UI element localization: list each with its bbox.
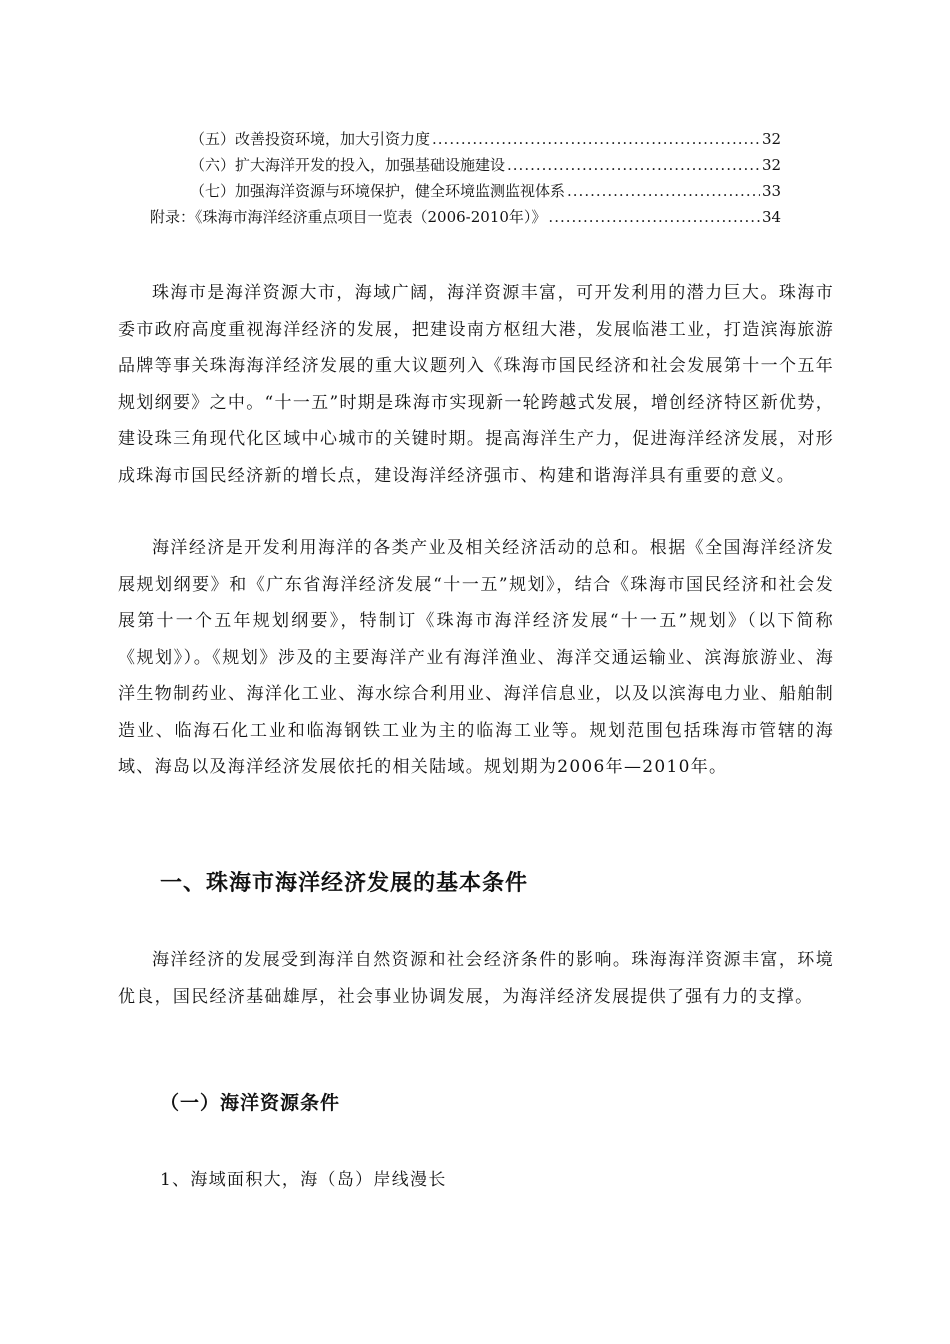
toc-entry-page: 32 [762,130,782,148]
toc-entry-title: （六）扩大海洋开发的投入，加强基础设施建设 [190,156,506,174]
toc-entry-title: 附录：《珠海市海洋经济重点项目一览表（2006-2010年）》 [150,208,547,226]
intro-paragraph-2: 海洋经济是开发利用海洋的各类产业及相关经济活动的总和。根据《全国海洋经济发展规划纲要》和《广东省海洋经济发展“十一五”规划》，结合《珠海市国民经济和社会发展第十一个五年规划纲要》，特制订《珠海市海洋经济发展“十一五”规划》（以下简称《规划》）。《规划》涉及的主要海洋产业有海洋渔业、海洋交通运输业、滨海旅游业、海洋生物制药业、海洋化工业、海水综合利用业、海洋信息业，以及以滨海电力业、船舶制造业、临海石化工业和临海钢铁工业为主的临海工业等。规划范围包括珠海市管辖的海域、海岛以及海洋经济发展依托的相关陆域。规划期为2006年—2010年。 [118,538,834,777]
toc-entry-page: 33 [762,182,782,200]
toc-entry[interactable] [150,126,780,152]
section-heading: 一、珠海市海洋经济发展的基本条件 [160,871,529,896]
toc-entry-title: （七）加强海洋资源与环境保护，健全环境监测监视体系 [190,182,566,200]
toc-leader-dots [548,204,760,230]
subsection-heading: （一）海洋资源条件 [160,1092,341,1114]
toc-entry-page: 32 [762,156,782,174]
toc-entry[interactable] [150,152,780,178]
toc-leader-dots [567,178,760,204]
section-paragraph: 海洋经济的发展受到海洋自然资源和社会经济条件的影响。珠海海洋资源丰富，环境优良，国民经济基础雄厚，社会事业协调发展，为海洋经济发展提供了强有力的支撑。 [118,950,834,1007]
toc-entry-title: （五）改善投资环境，加大引资力度 [190,130,431,148]
toc-entry-appendix[interactable] [150,204,780,230]
intro-paragraph-1: 珠海市是海洋资源大市，海域广阔，海洋资源丰富，可开发利用的潜力巨大。珠海市委市政府高度重视海洋经济的发展，把建设南方枢纽大港，发展临港工业，打造滨海旅游品牌等事关珠海海洋经济发展的重大议题列入《珠海市国民经济和社会发展第十一个五年规划纲要》之中。“十一五”时期是珠海市实现新一轮跨越式发展，增创经济特区新优势，建设珠三角现代化区域中心城市的关键时期。提高海洋生产力，促进海洋经济发展，对形成珠海市国民经济新的增长点，建设海洋经济强市、构建和谐海洋具有重要的意义。 [118,283,834,486]
toc-leader-dots [507,152,760,178]
toc-entry-page: 34 [762,208,782,226]
table-of-contents [150,126,780,230]
toc-leader-dots [432,126,760,152]
subsection-item-heading: 1、海域面积大，海（岛）岸线漫长 [160,1170,447,1190]
toc-entry[interactable] [150,178,780,204]
